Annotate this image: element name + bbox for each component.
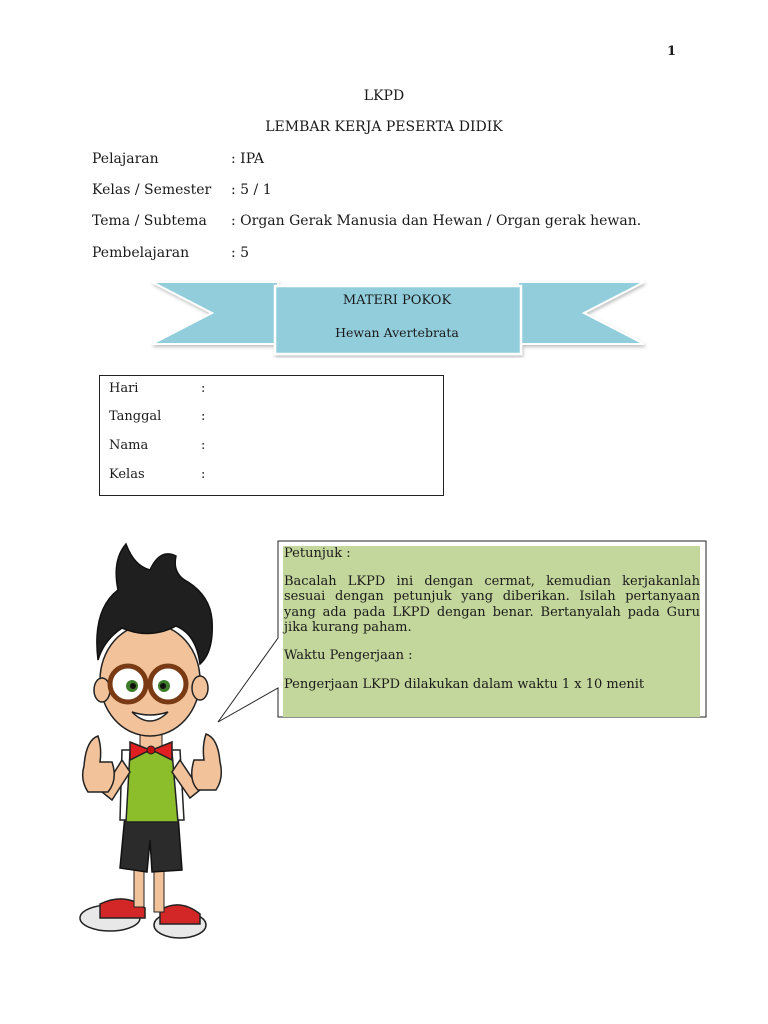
instructions-body: Bacalah LKPD ini dengan cermat, kemudian kerjakanlah sesuai dengan petunjuk yang diberikan. Isilah pertanyaan yang ada pada LKPD dengan benar. Bertanyalah pada Guru jika kurang paham.	[284, 573, 700, 635]
time-body: Pengerjaan LKPD dilakukan dalam waktu 1 x 10 menit	[284, 677, 645, 692]
document-title: LKPD	[363, 88, 405, 104]
identity-label: Tanggal	[109, 409, 162, 424]
document-subtitle: LEMBAR KERJA PESERTA DIDIK	[265, 119, 503, 135]
info-value: : 5 / 1	[231, 182, 272, 198]
info-label: Kelas / Semester	[92, 182, 212, 198]
page-number: 1	[667, 44, 677, 59]
identity-colon: :	[201, 438, 206, 453]
identity-colon: :	[201, 467, 206, 482]
time-heading: Waktu Pengerjaan :	[284, 647, 413, 663]
identity-colon: :	[201, 381, 206, 396]
info-label: Tema / Subtema	[92, 213, 207, 229]
instructions-heading: Petunjuk :	[284, 546, 351, 561]
info-value: : IPA	[231, 151, 264, 167]
identity-colon: :	[201, 409, 206, 424]
identity-label: Nama	[109, 438, 149, 453]
instructions-text	[284, 546, 700, 693]
cartoon-student-illustration	[80, 544, 221, 938]
identity-label: Kelas	[109, 467, 145, 482]
banner-title: MATERI POKOK	[342, 293, 452, 308]
info-value: : 5	[231, 245, 250, 261]
info-label: Pelajaran	[92, 151, 159, 167]
info-label: Pembelajaran	[92, 245, 190, 261]
banner-subtitle: Hewan Avertebrata	[335, 325, 459, 340]
info-value: : Organ Gerak Manusia dan Hewan / Organ gerak hewan.	[231, 213, 642, 229]
identity-label: Hari	[109, 381, 139, 396]
